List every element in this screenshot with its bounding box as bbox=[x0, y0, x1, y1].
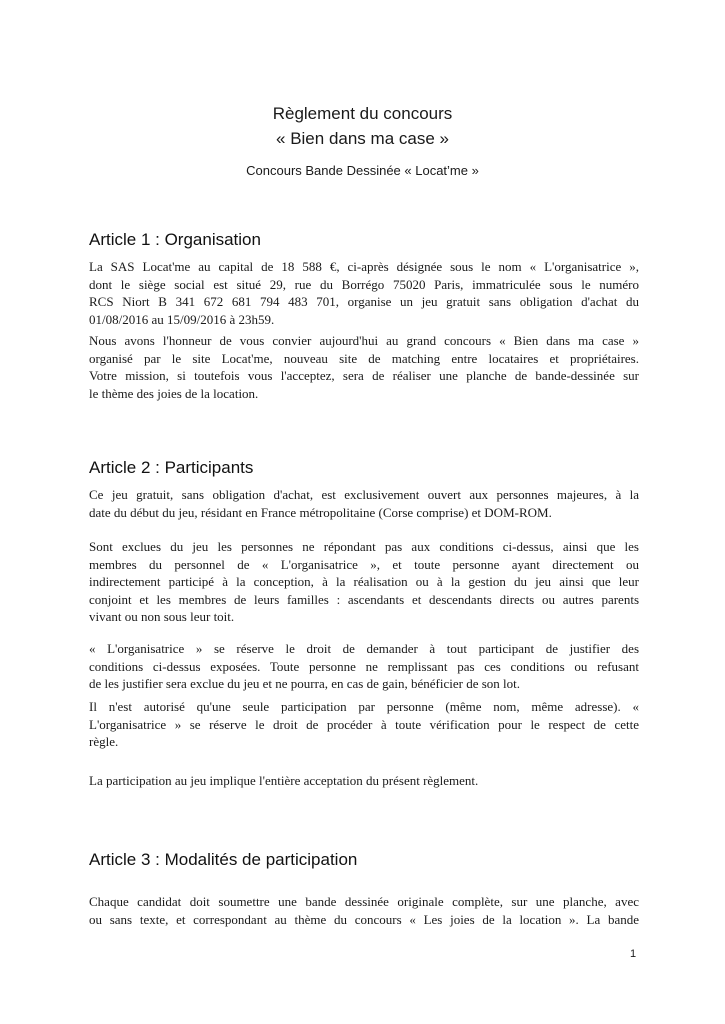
article-3-heading: Article 3 : Modalités de participation bbox=[89, 850, 358, 869]
document-title-line1: Règlement du concours bbox=[272, 104, 453, 123]
text-line: de les justifier sera exclue du jeu et ne pourra, en cas de gain, bénéficier de son lot. bbox=[89, 676, 520, 691]
text-line: organisé par le site Locat'me, nouveau site de matching entre locataires et propriétaires. bbox=[89, 350, 639, 366]
article-2-paragraph-4 bbox=[89, 698, 639, 751]
text-line: 01/08/2016 au 15/09/2016 à 23h59. bbox=[89, 311, 275, 327]
text-line: Votre mission, si toutefois vous l'acceptez, sera de réaliser une planche de bande-dessinée sur bbox=[89, 368, 639, 383]
text-line: Nous avons l'honneur de vous convier aujourd'hui au grand concours « Bien dans ma case » bbox=[89, 333, 639, 348]
article-2-paragraph-5 bbox=[89, 772, 639, 790]
article-3-paragraph-1 bbox=[89, 893, 639, 928]
document-subtitle: Concours Bande Dessinée « Locat’me » bbox=[246, 163, 479, 178]
text-line: Chaque candidat doit soumettre une bande dessinée originale complète, sur une planche, avec bbox=[89, 894, 639, 909]
article-2-paragraph-2 bbox=[89, 538, 639, 626]
text-line: La SAS Locat'me au capital de 18 588 €, ci-après désignée sous le nom « L'organisatrice », bbox=[89, 259, 639, 274]
article-1-heading: Article 1 : Organisation bbox=[89, 230, 261, 249]
text-line: L'organisatrice » se réserve le droit de procéder à toute vérification pour le respect de cette bbox=[89, 716, 639, 732]
article-2-paragraph-3 bbox=[89, 640, 639, 693]
text-line: membres du personnel de « L'organisatrice », et toute personne ayant directement ou bbox=[89, 556, 639, 572]
text-line: le thème des joies de la location. bbox=[89, 385, 259, 401]
text-line: La participation au jeu implique l'entière acceptation du présent règlement. bbox=[89, 773, 479, 788]
text-line: conditions ci-dessus exposées. Toute personne ne remplissant pas ces conditions ou refusant bbox=[89, 658, 639, 674]
text-line: RCS Niort B 341 672 681 794 483 701, organise un jeu gratuit sans obligation d'achat du bbox=[89, 294, 639, 309]
article-2-heading: Article 2 : Participants bbox=[89, 458, 254, 477]
text-line: ou sans texte, et correspondant au thème du concours « Les joies de la location ». La bande bbox=[89, 911, 639, 927]
document-title-line2: « Bien dans ma case » bbox=[276, 129, 449, 148]
text-line: date du début du jeu, résidant en France métropolitaine (Corse comprise) et DOM-ROM. bbox=[89, 504, 552, 520]
text-line: Sont exclues du jeu les personnes ne répondant pas aux conditions ci-dessus, ainsi que les bbox=[89, 539, 639, 554]
text-line: « L'organisatrice » se réserve le droit de demander à tout participant de justifier des bbox=[89, 641, 639, 656]
article-1-paragraph-1 bbox=[89, 258, 639, 328]
text-line: indirectement participé à la conception, à la réalisation ou à la gestion du jeu ainsi que leur bbox=[89, 574, 639, 589]
page-number: 1 bbox=[630, 948, 637, 960]
text-line: conjoint et les membres de leurs familles : ascendants et descendants directs ou autres parents bbox=[89, 591, 639, 607]
text-line: vivant ou non sous leur toit. bbox=[89, 609, 235, 624]
text-line: dont le siège social est situé 29, rue du Borrégo 75020 Paris, immatriculée sous le numéro bbox=[89, 276, 639, 292]
text-line: règle. bbox=[89, 734, 119, 749]
text-line: Ce jeu gratuit, sans obligation d'achat, est exclusivement ouvert aux personnes majeures, à la bbox=[89, 487, 639, 502]
text-line: Il n'est autorisé qu'une seule participation par personne (même nom, même adresse). « bbox=[89, 699, 639, 714]
article-1-paragraph-2 bbox=[89, 332, 639, 402]
article-2-paragraph-1 bbox=[89, 486, 639, 521]
